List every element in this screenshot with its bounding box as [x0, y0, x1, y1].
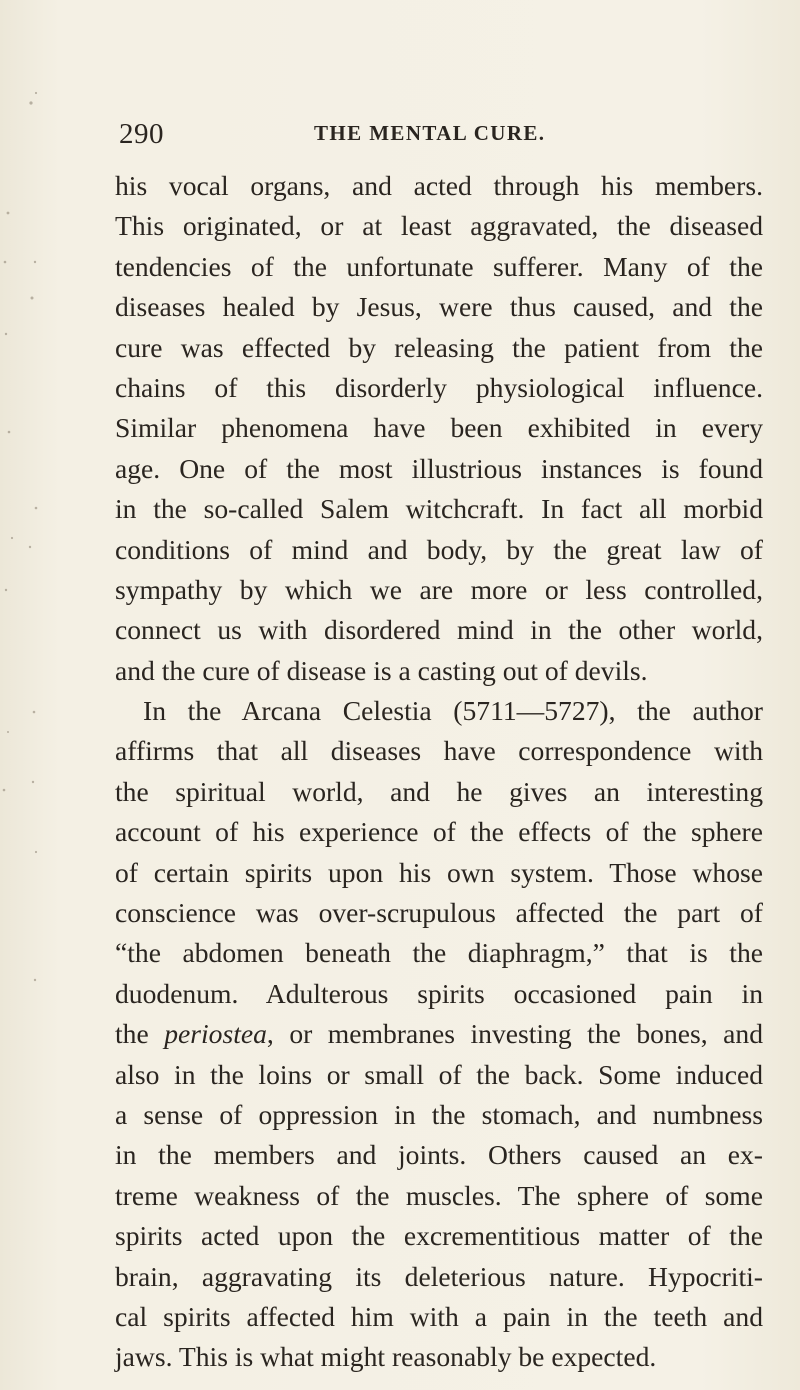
text-line: tendencies of the unfortunate sufferer. Many of the: [115, 250, 763, 282]
text-line: in the members and joints. Others caused an ex-: [115, 1139, 763, 1171]
text-line: conditions of mind and body, by the great law of: [115, 533, 763, 565]
italic-term: periostea: [164, 1018, 267, 1050]
body-text: [115, 166, 763, 1378]
text-line: Similar phenomena have been exhibited in every: [115, 412, 763, 444]
text-line: brain, aggravating its deleterious nature. Hypocriti-: [115, 1260, 763, 1292]
text-line: sympathy by which we are more or less controlled,: [115, 573, 763, 605]
text-segment: , or membranes investing the bones, and: [266, 1018, 764, 1050]
text-line: of certain spirits upon his own system. Those whose: [115, 856, 763, 888]
text-line: chains of this disorderly physiological influence.: [115, 371, 763, 403]
paragraph-first-line: In the Arcana Celestia (5711—5727), the author: [143, 695, 763, 727]
text-line: spirits acted upon the excrementitious matter of the: [115, 1220, 763, 1252]
running-header: [119, 118, 559, 152]
text-line: age. One of the most illustrious instances is found: [115, 452, 763, 484]
text-line: and the cure of disease is a casting out of devils.: [115, 654, 648, 686]
binding-edge-marks: [0, 0, 40, 1390]
text-segment: the: [115, 1018, 165, 1050]
text-line: account of his experience of the effects of the sphere: [115, 816, 763, 848]
running-head-title: THE MENTAL CURE.: [314, 121, 546, 145]
text-line: jaws. This is what might reasonably be expected.: [115, 1341, 657, 1373]
text-line: connect us with disordered mind in the other world,: [115, 614, 763, 646]
text-line: conscience was over-scrupulous affected the part of: [115, 897, 763, 929]
text-line: affirms that all diseases have correspondence with: [115, 735, 763, 767]
text-line: duodenum. Adulterous spirits occasioned pain in: [115, 977, 763, 1009]
page-number: 290: [119, 118, 164, 150]
text-line: This originated, or at least aggravated, the diseased: [115, 210, 763, 242]
text-line: also in the loins or small of the back. Some induced: [115, 1058, 763, 1090]
text-line: cure was effected by releasing the patient from the: [115, 331, 763, 363]
text-line: cal spirits affected him with a pain in the teeth and: [115, 1300, 763, 1332]
text-line: in the so-called Salem witchcraft. In fact all morbid: [115, 493, 763, 525]
text-line: his vocal organs, and acted through his members.: [115, 170, 763, 201]
text-line: “the abdomen beneath the diaphragm,” that is the: [115, 937, 763, 969]
text-line: treme weakness of the muscles. The sphere of some: [115, 1179, 763, 1211]
text-line: the spiritual world, and he gives an interesting: [115, 775, 763, 807]
text-line: a sense of oppression in the stomach, and numbness: [115, 1098, 763, 1130]
text-line: diseases healed by Jesus, were thus caused, and the: [115, 291, 763, 323]
text-line-with-italic: [115, 1014, 763, 1054]
